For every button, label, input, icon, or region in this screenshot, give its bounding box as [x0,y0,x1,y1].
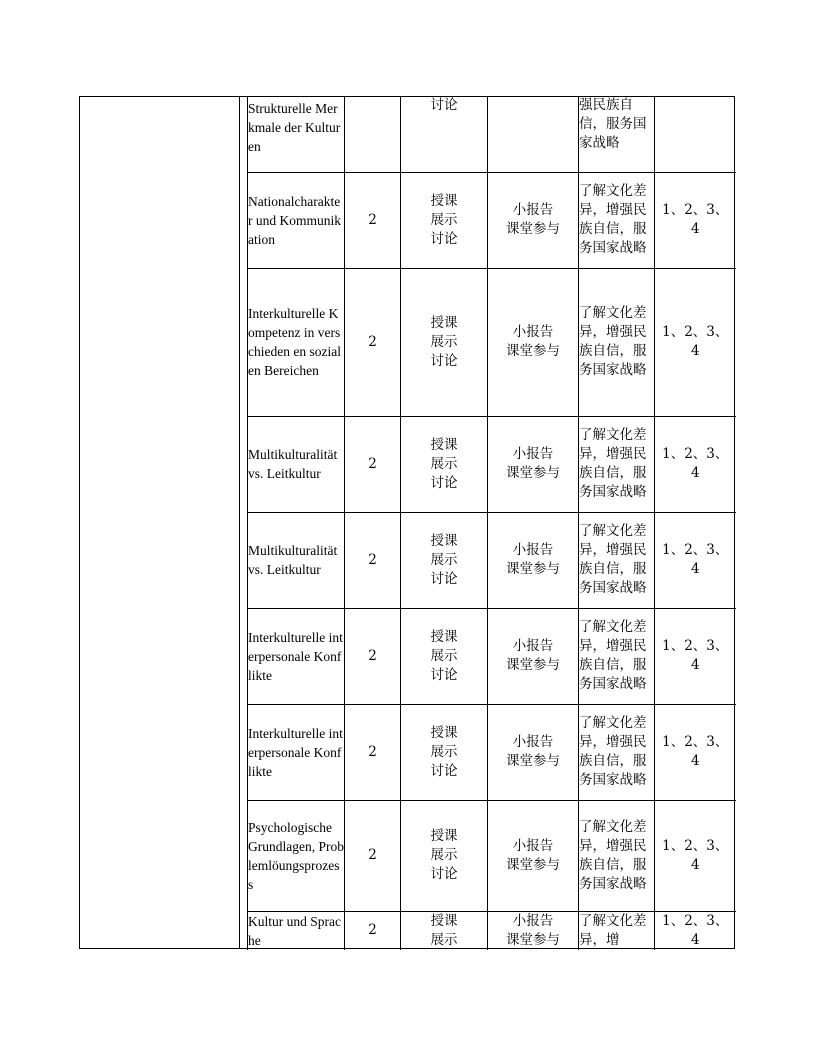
assessment-cell: 小报告 课堂参与 [488,268,579,416]
goal-cell: 强民族自信，服务国家战略 [579,96,655,172]
method-cell: 授课 展示 讨论 [401,172,488,268]
topic-cell: Psychologische Grundlagen, Problemlöungsprozess [248,800,345,911]
assessment-cell: 小报告 课堂参与 [488,704,579,800]
topic-cell: Nationalcharakter und Kommunikation [248,172,345,268]
column-divider [239,96,240,949]
table-row [248,172,736,268]
assessment-cell: 小报告 课堂参与 [488,416,579,512]
goal-cell: 了解文化差异，增强民族自信，服务国家战略 [579,704,655,800]
method-cell: 授课 展示 讨论 [401,268,488,416]
reference-cell [655,96,736,172]
table-row [248,268,736,416]
reference-cell: 1、2、3、 4 [655,608,736,704]
method-cell: 授课 展示 讨论 [401,416,488,512]
method-cell: 授课 展示 讨论 [401,800,488,911]
table-row [248,704,736,800]
assessment-cell: 小报告 课堂参与 [488,608,579,704]
hours-cell: 2 [345,268,401,416]
topic-cell: Strukturelle Merkmale der Kulturen [248,96,345,172]
table-row [248,512,736,608]
reference-cell: 1、2、3、 4 [655,800,736,911]
table-row [248,608,736,704]
goal-cell: 了解文化差异，增强民族自信，服务国家战略 [579,608,655,704]
hours-cell: 2 [345,800,401,911]
hours-cell: 2 [345,704,401,800]
table-row [248,96,736,172]
table-row [248,416,736,512]
topic-cell: Multikulturalität vs. Leitkultur [248,512,345,608]
assessment-cell: 小报告 课堂参与 [488,911,579,950]
goal-cell: 了解文化差异，增强民族自信，服务国家战略 [579,172,655,268]
goal-cell: 了解文化差异，增强民族自信，服务国家战略 [579,416,655,512]
goal-cell: 了解文化差异，增强民族自信，服务国家战略 [579,268,655,416]
goal-cell: 了解文化差异，增 [579,911,655,950]
reference-cell: 1、2、3、 4 [655,416,736,512]
reference-cell: 1、2、3、 4 [655,172,736,268]
hours-cell: 2 [345,911,401,950]
method-cell: 授课 展示 讨论 [401,608,488,704]
topic-cell: Multikulturalität vs. Leitkultur [248,416,345,512]
goal-cell: 了解文化差异，增强民族自信，服务国家战略 [579,800,655,911]
method-cell: 授课 展示 讨论 [401,704,488,800]
method-cell: 授课 展示 讨论 [401,512,488,608]
reference-cell: 1、2、3、 4 [655,704,736,800]
reference-cell: 1、2、3、 4 [655,512,736,608]
table-row [248,800,736,911]
method-cell: 授课 展示 [401,911,488,950]
topic-cell: Interkulturelle Kompetenz in verschieden en sozialen Bereichen [248,268,345,416]
hours-cell: 2 [345,416,401,512]
hours-cell [345,96,401,172]
hours-cell: 2 [345,172,401,268]
topic-cell: Kultur und Sprache [248,911,345,950]
reference-cell: 1、2、3、 4 [655,911,736,950]
assessment-cell: 小报告 课堂参与 [488,800,579,911]
hours-cell: 2 [345,512,401,608]
assessment-cell [488,96,579,172]
goal-cell: 了解文化差异，增强民族自信，服务国家战略 [579,512,655,608]
hours-cell: 2 [345,608,401,704]
topic-cell: Interkulturelle interpersonale Konflikte [248,608,345,704]
reference-cell: 1、2、3、 4 [655,268,736,416]
table-row [248,911,736,950]
assessment-cell: 小报告 课堂参与 [488,172,579,268]
topic-cell: Interkulturelle interpersonale Konflikte [248,704,345,800]
assessment-cell: 小报告 课堂参与 [488,512,579,608]
method-cell: 讨论 [401,96,488,172]
course-schedule-table [247,96,736,950]
